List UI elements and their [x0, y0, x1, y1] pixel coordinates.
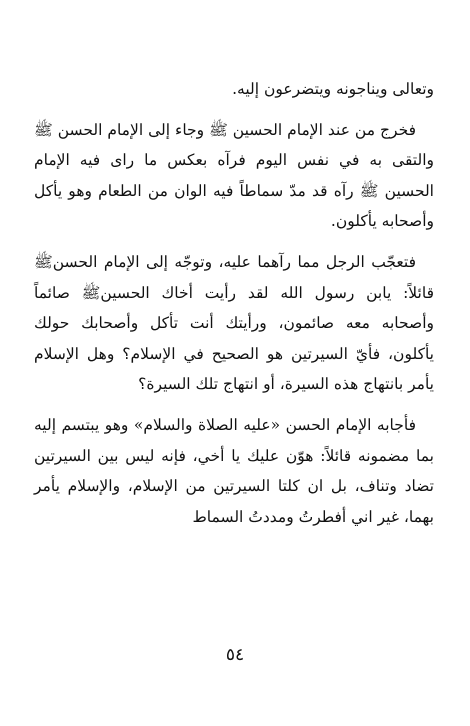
- page-body: [34, 74, 434, 634]
- page-number: ٥٤: [225, 645, 245, 665]
- paragraph-1: وتعالى ويناجونه ويتضرعون إليه.: [232, 80, 434, 98]
- paragraph-4: فأجابه الإمام الحسن «عليه الصلاة والسلام» وهو يبتسم إليه بما مضمونه قائلاً: هوّن عليك يا أخي، فإنه ليس بين السيرتين تضاد وتناف، بل ان كلتا السيرتين من الإسلام، والإسلام يأمر بهما، غير اني أفطرتُ ومددتُ السماط: [34, 415, 434, 526]
- paragraph-3: فتعجّب الرجل مما رآهما عليه، وتوجّه إلى الإمام الحسنﷺ قائلاً: يابن رسول الله لقد رأيت أخاك الحسينﷺ صائماً وأصحابه معه صائمون، ورأيتك أنت تأكل وأصحابك حولك يأكلون، فأيّ السيرتين هو الصحيح في الإسلام؟ وهل الإسلام يأمر بانتهاج هذه السيرة، أو انتهاج تلك السيرة؟: [34, 252, 434, 394]
- paragraph-2: فخرج من عند الإمام الحسين ﷺ وجاء إلى الإمام الحسن ﷺ والتقى به في نفس اليوم فرآه بعكس ما راى فيه الإمام الحسين ﷺ رآه قد مدّ سماطاً فيه الوان من الطعام وهو يأكل وأصحابه يأكلون.: [34, 120, 434, 231]
